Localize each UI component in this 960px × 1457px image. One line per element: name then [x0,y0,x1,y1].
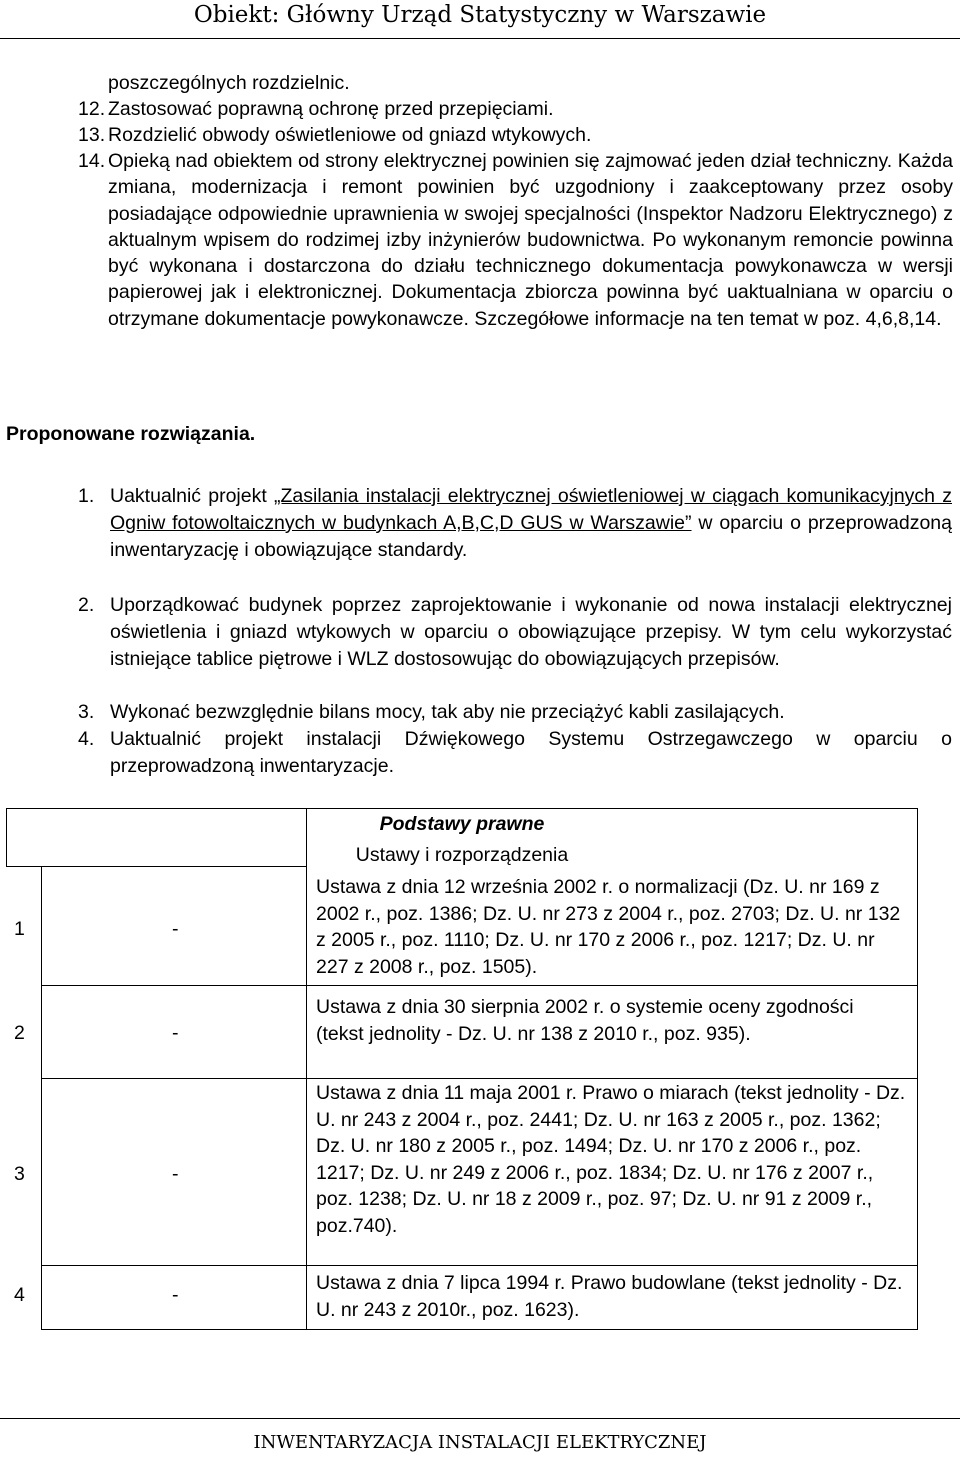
row-mark: - [172,1284,179,1306]
law-citation: Ustawa z dnia 7 lipca 1994 r. Prawo budowlane (tekst jednolity - Dz. U. nr 243 z 2010r., poz. 1623). [316,1272,903,1321]
table-column-divider [41,866,42,1330]
row-number: 3 [14,1163,25,1185]
table-column-divider [306,808,307,1330]
row-number: 2 [14,1022,25,1044]
proposal-item: Uaktualnić projekt instalacji Dźwiękowego Systemu Ostrzegawczego w oparciu o przeprowadzoną inwentaryzacje. [110,728,952,777]
project-title: „Zasilania instalacji elektrycznej oświetleniowej w ciągach komunikacyjnych z Ogniw fotowoltaicznych w budynkach A,B,C,D GUS w Warszawie” [110,485,952,534]
footer-divider [0,1418,960,1419]
row-mark: - [172,1163,179,1185]
table-row-divider [41,985,918,986]
header-divider [0,38,960,39]
law-citation: Ustawa z dnia 12 września 2002 r. o normalizacji (Dz. U. nr 169 z 2002 r., poz. 1386; Dz. U. nr 273 z 2004 r., poz. 2703; Dz. U. nr 132 z 2005 r., poz. 1110; Dz. U. nr 170 z 2006 r., poz. 1217; Dz. U. nr 227 z 2008 r., poz. 1505). [316,876,901,978]
proposal-number: 4. [78,728,95,750]
section-heading: Proponowane rozwiązania. [6,423,256,445]
table-title: Podstawy prawne [379,813,545,835]
list-item: Rozdzielić obwody oświetleniowe od gniazd wtykowych. [108,124,592,146]
table-subtitle: Ustawy i rozporządzenia [355,844,569,866]
proposal-item [110,483,952,564]
row-number: 1 [14,918,25,940]
table-border-right [917,808,918,1330]
table-border-left [6,808,7,866]
proposal-text: Uaktualnić projekt [110,485,274,507]
table-border [6,866,306,867]
table-border-top [6,808,918,809]
item-number: 13. [78,124,106,146]
proposal-item: Uporządkować budynek poprzez zaprojektowanie i wykonanie od nowa instalacji elektrycznej oświetlenia i gniazd wtykowych w oparciu o obowiązujące przepisy. W tym celu wykorzystać istniejące tablice piętrowe i WLZ dostosowując do obowiązujących przepisów. [110,594,952,670]
list-item: Opieką nad obiektem od strony elektrycznej powinien się zajmować jeden dział techniczny. Każda zmiana, modernizacja i remont powinien być uzgodniony i zaakceptowany przez osoby posiadające odpowiednie uprawnienia w swojej specjalności (Inspektor Nadzoru Elektrycznego) z aktualnym wpisem do rodzimej izby inżynierów budownictwa. Po wykonanym remoncie powinna być wykonana i dostarczona do działu technicznego dokumentacja powykonawcza w wersji papierowej jak i elektronicznej. Dokumentacja zbiorcza powinna być uaktualniana w oparciu o otrzymane dokumentacje powykonawcze. Szczegółowe informacje na ten temat w poz. 4,6,8,14. [108,150,953,330]
proposal-number: 1. [78,485,95,507]
law-citation: Ustawa z dnia 11 maja 2001 r. Prawo o miarach (tekst jednolity - Dz. U. nr 243 z 2004 r., poz. 2441; Dz. U. nr 163 z 2005 r., poz. 1362; Dz. U. nr 180 z 2005 r., poz. 1494; Dz. U. nr 170 z 2006 r., poz. 1217; Dz. U. nr 249 z 2006 r., poz. 1834; Dz. U. nr 176 z 2007 r., poz. 1238; Dz. U. nr 18 z 2009 r., poz. 97; Dz. U. nr 91 z 2009 r., poz.740). [316,1082,906,1237]
legal-basis-table [6,808,918,1330]
proposal-number: 2. [78,594,95,616]
page-header [0,0,960,40]
table-row-divider [41,1078,918,1079]
row-number: 4 [14,1284,25,1306]
proposal-item: Wykonać bezwzględnie bilans mocy, tak aby nie przeciążyć kabli zasilających. [110,701,785,723]
table-row-divider [41,1265,918,1266]
continuation-text: poszczególnych rozdzielnic. [108,72,350,94]
table-border-bottom [41,1329,918,1330]
page-footer [0,1418,960,1457]
row-mark: - [172,1022,179,1044]
law-citation: Ustawa z dnia 30 sierpnia 2002 r. o systemie oceny zgodności (tekst jednolity - Dz. U. nr 138 z 2010 r., poz. 935). [316,996,854,1045]
item-number: 12. [78,98,106,120]
list-item: Zastosować poprawną ochronę przed przepięciami. [108,98,554,120]
item-number: 14. [78,150,106,172]
footer-title: INWENTARYZACJA INSTALACJI ELEKTRYCZNEJ [253,1432,707,1453]
proposal-text: w oparciu o przeprowadzoną inwentaryzację i obowiązujące standardy. [110,512,952,561]
proposal-number: 3. [78,701,95,723]
row-mark: - [172,918,179,940]
header-title: Obiekt: Główny Urząd Statystyczny w Warszawie [193,2,767,28]
